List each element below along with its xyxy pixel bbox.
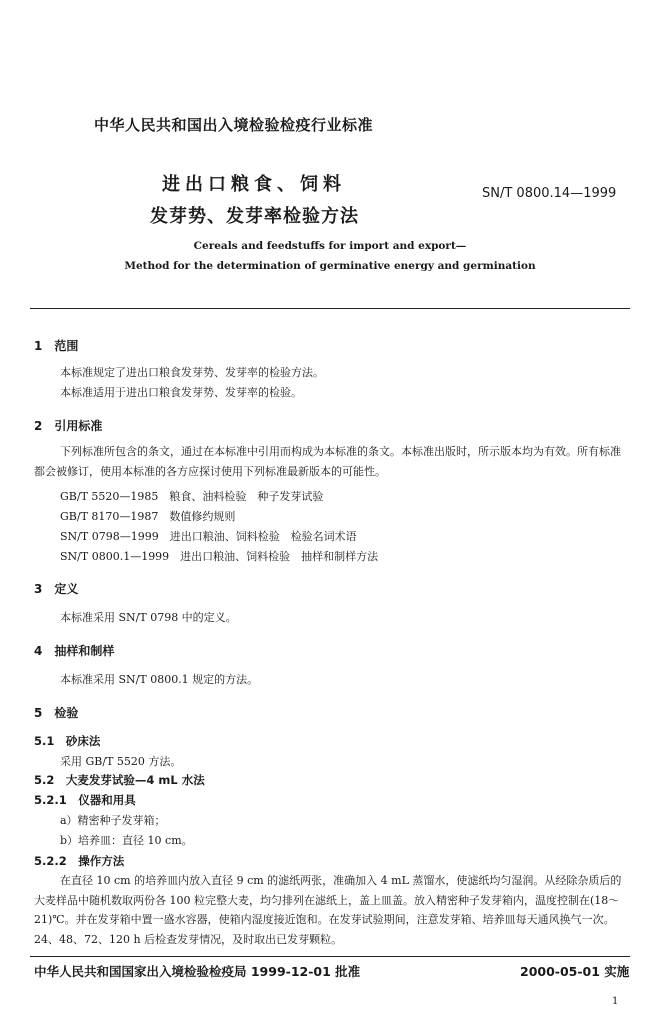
section-3-line: 本标准采用 SN/T 0798 中的定义。	[60, 611, 237, 624]
document-title-line-1: 进出口粮食、饲料	[162, 174, 346, 195]
section-5-2-2-paragraph: 在直径 10 cm 的培养皿内放入直径 9 cm 的滤纸两张，准确加入 4 mL 蒸馏水，使滤纸均匀湿润。从经除杂质后的大麦样品中随机数取两份各 100 粒完整大麦，均匀排列在滤纸上，盖上皿盖。放入精密种子发芽箱内，温度控制在(18～21)℃。并在发芽箱中置一盛水容器，使箱内湿度接近饱和。在发芽试验期间，注意发芽箱、培养皿每天通风换气一次。24、48、72、120 h 后检查发芽情况，及时取出已发芽颗粒。	[34, 874, 622, 946]
section-1-line-1: 本标准规定了进出口粮食发芽势、发芽率的检验方法。	[60, 366, 324, 379]
standard-number: SN/T 0800.14—1999	[482, 186, 617, 201]
english-title-line-2: Method for the determination of germinative energy and germination	[124, 260, 536, 272]
section-5-2-heading: 5.2 大麦发芽试验—4 mL 水法	[34, 773, 205, 787]
issuing-organization-title: 中华人民共和国出入境检验检疫行业标准	[94, 116, 374, 134]
reference-item: SN/T 0798—1999 进出口粮油、饲料检验 检验名词术语	[60, 530, 357, 543]
header-divider	[30, 308, 630, 309]
section-2-heading: 2 引用标准	[34, 419, 103, 433]
section-3-heading: 3 定义	[34, 582, 79, 596]
section-5-1-heading: 5.1 砂床法	[34, 734, 101, 748]
section-1-line-2: 本标准适用于进出口粮食发芽势、发芽率的检验。	[60, 386, 302, 399]
section-4-line: 本标准采用 SN/T 0800.1 规定的方法。	[60, 673, 259, 686]
section-5-1-line: 采用 GB/T 5520 方法。	[60, 755, 182, 768]
section-5-2-1-item-a: a）精密种子发芽箱；	[60, 814, 166, 827]
section-5-2-2-heading: 5.2.2 操作方法	[34, 854, 125, 868]
section-5-2-1-item-b: b）培养皿：直径 10 cm。	[60, 834, 193, 847]
section-5-heading: 5 检验	[34, 706, 79, 720]
reference-item: SN/T 0800.1—1999 进出口粮油、饲料检验 抽样和制样方法	[60, 550, 379, 563]
section-2-paragraph: 下列标准所包含的条文，通过在本标准中引用而构成为本标准的条文。本标准出版时，所示版本均为有效。所有标准都会被修订，使用本标准的各方应探讨使用下列标准最新版本的可能性。	[34, 445, 621, 478]
footer-divider	[30, 956, 630, 957]
reference-item: GB/T 5520—1985 粮食、油料检验 种子发芽试验	[60, 490, 324, 503]
effective-date: 2000-05-01 实施	[520, 964, 630, 979]
english-title-line-1: Cereals and feedstuffs for import and export—	[193, 240, 467, 252]
section-4-heading: 4 抽样和制样	[34, 644, 115, 658]
document-title-line-2: 发芽势、发芽率检验方法	[150, 206, 359, 227]
page-number: 1	[612, 996, 619, 1007]
section-1-heading: 1 范围	[34, 339, 79, 353]
section-5-2-1-heading: 5.2.1 仪器和用具	[34, 793, 136, 807]
approval-statement: 中华人民共和国国家出入境检验检疫局 1999-12-01 批准	[34, 964, 361, 979]
reference-item: GB/T 8170—1987 数值修约规则	[60, 510, 236, 523]
